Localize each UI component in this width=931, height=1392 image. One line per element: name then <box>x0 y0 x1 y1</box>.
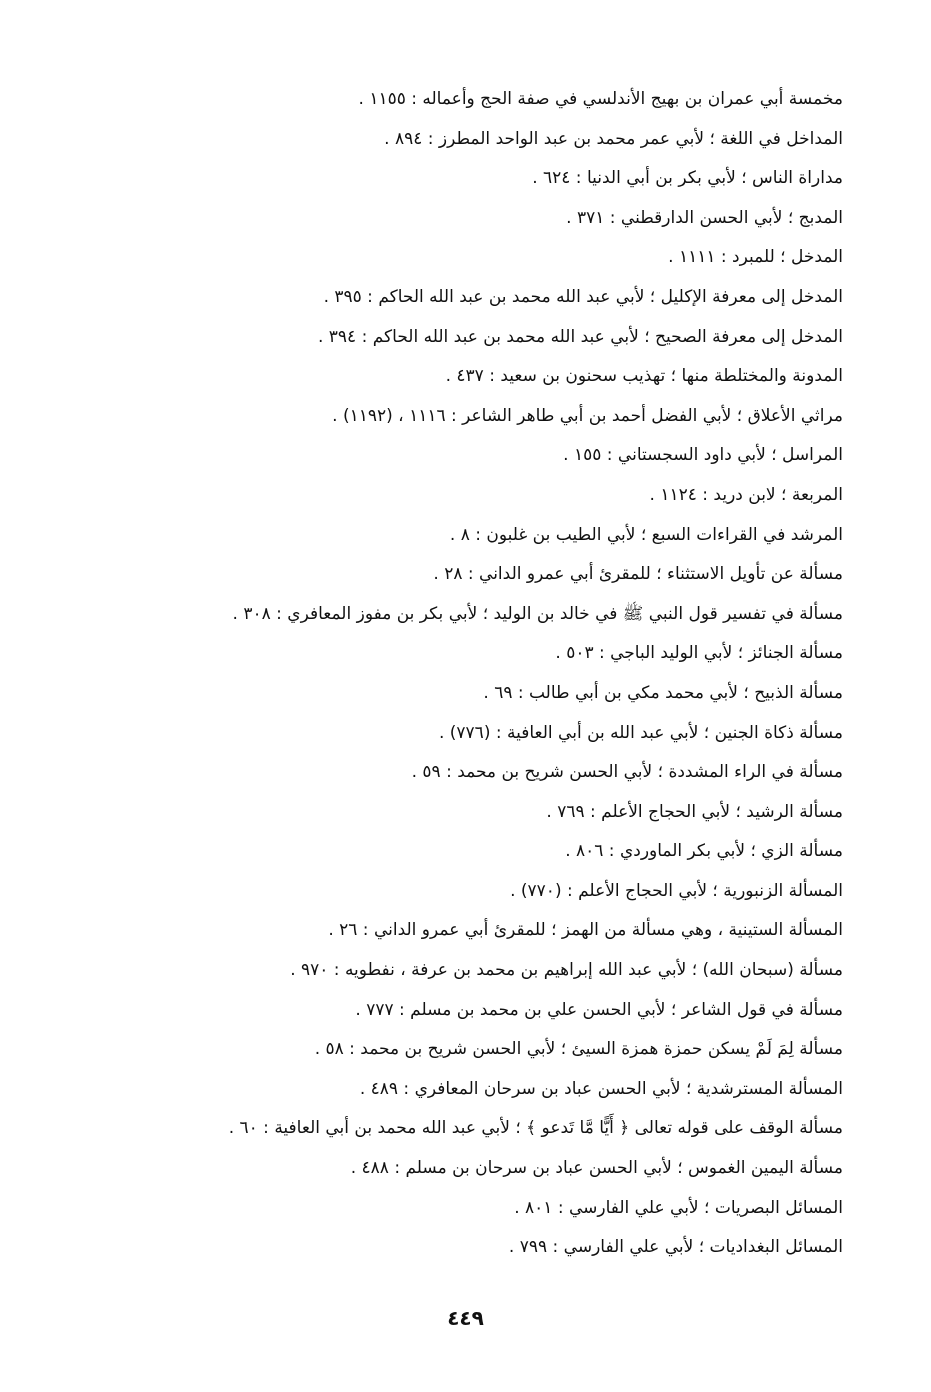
page-number: ٤٤٩ <box>447 1306 484 1330</box>
index-entry: مسألة الرشيد ؛ لأبي الحجاج الأعلم : ٧٦٩ . <box>546 801 843 822</box>
index-entry: مسألة في تفسير قول النبي ﷺ في خالد بن الوليد ؛ لأبي بكر بن مفوز المعافري : ٣٠٨ . <box>232 603 843 624</box>
index-entry: المسألة الستينية ، وهي مسألة من الهمز ؛ للمقرئ أبي عمرو الداني : ٢٦ . <box>328 920 843 941</box>
index-entry: مسألة في قول الشاعر ؛ لأبي الحسن علي بن محمد بن مسلم : ٧٧٧ . <box>355 999 843 1020</box>
index-entry: المداخل في اللغة ؛ لأبي عمر محمد بن عبد الواحد المطرز : ٨٩٤ . <box>384 128 843 149</box>
index-entry: المدونة والمختلطة منها ؛ تهذيب سحنون بن سعيد : ٤٣٧ . <box>445 366 843 387</box>
index-entry: المدخل ؛ للمبرد : ١١١١ . <box>668 247 843 268</box>
index-entry: المسائل البغداديات ؛ لأبي علي الفارسي : ٧٩٩ . <box>508 1237 843 1258</box>
index-entry: مسألة (سبحان الله) ؛ لأبي عبد الله إبراهيم بن محمد بن عرفة ، نفطويه : ٩٧٠ . <box>290 960 843 981</box>
index-entry: مسألة الزي ؛ لأبي بكر الماوردي : ٨٠٦ . <box>565 841 843 862</box>
index-entry: المدخل إلى معرفة الإكليل ؛ لأبي عبد الله محمد بن عبد الله الحاكم : ٣٩٥ . <box>323 286 843 307</box>
index-entry: مسألة الجنائز ؛ لأبي الوليد الباجي : ٥٠٣ . <box>555 643 843 664</box>
index-entry: مسألة لِمَ لَمْ يسكن حمزة همزة السيئ ؛ لأبي الحسن شريح بن محمد : ٥٨ . <box>314 1039 843 1060</box>
index-entry: مخمسة أبي عمران بن بهيج الأندلسي في صفة الحج وأعماله : ١١٥٥ . <box>358 89 843 109</box>
index-entry: المسائل البصريات ؛ لأبي علي الفارسي : ٨٠١ . <box>514 1197 843 1218</box>
index-entry: المدخل إلى معرفة الصحيح ؛ لأبي عبد الله محمد بن عبد الله الحاكم : ٣٩٤ . <box>317 326 843 347</box>
index-entry: المدبج ؛ لأبي الحسن الدارقطني : ٣٧١ . <box>566 207 843 228</box>
index-entry: مسألة ذكاة الجنين ؛ لأبي عبد الله بن أبي العافية : (٧٧٦) . <box>438 722 843 743</box>
index-entry: مسألة الذبيح ؛ لأبي محمد مكي بن أبي طالب : ٦٩ . <box>483 682 843 703</box>
index-entry: مسألة في الراء المشددة ؛ لأبي الحسن شريح بن محمد : ٥٩ . <box>411 762 843 783</box>
index-entry: المسألة الزنبورية ؛ لأبي الحجاج الأعلم : (٧٧٠) . <box>510 880 843 901</box>
index-entry: المسألة المسترشدية ؛ لأبي الحسن عباد بن سرحان المعافري : ٤٨٩ . <box>359 1078 843 1099</box>
index-entry-list <box>83 80 843 1268</box>
index-entry: مسألة اليمين الغموس ؛ لأبي الحسن عباد بن سرحان بن مسلم : ٤٨٨ . <box>350 1158 843 1179</box>
index-entry: مداراة الناس ؛ لأبي بكر بن أبي الدنيا : ٦٢٤ . <box>532 168 843 189</box>
index-entry: المراسل ؛ لأبي داود السجستاني : ١٥٥ . <box>563 445 843 466</box>
index-entry: مراثي الأعلاق ؛ لأبي الفضل أحمد بن أبي طاهر الشاعر : ١١١٦ ، (١١٩٢) . <box>332 405 843 426</box>
index-entry: مسألة عن تأويل الاستثناء ؛ للمقرئ أبي عمرو الداني : ٢٨ . <box>433 564 843 585</box>
index-entry: المربعة ؛ لابن دريد : ١١٢٤ . <box>649 484 843 505</box>
index-entry: مسألة الوقف على قوله تعالى ﴿ أَيًّا مَّا تَدعو ﴾ ؛ لأبي عبد الله محمد بن أبي العافية : ٦٠ . <box>228 1118 843 1139</box>
index-entry: المرشد في القراءات السبع ؛ لأبي الطيب بن غلبون : ٨ . <box>449 524 843 545</box>
